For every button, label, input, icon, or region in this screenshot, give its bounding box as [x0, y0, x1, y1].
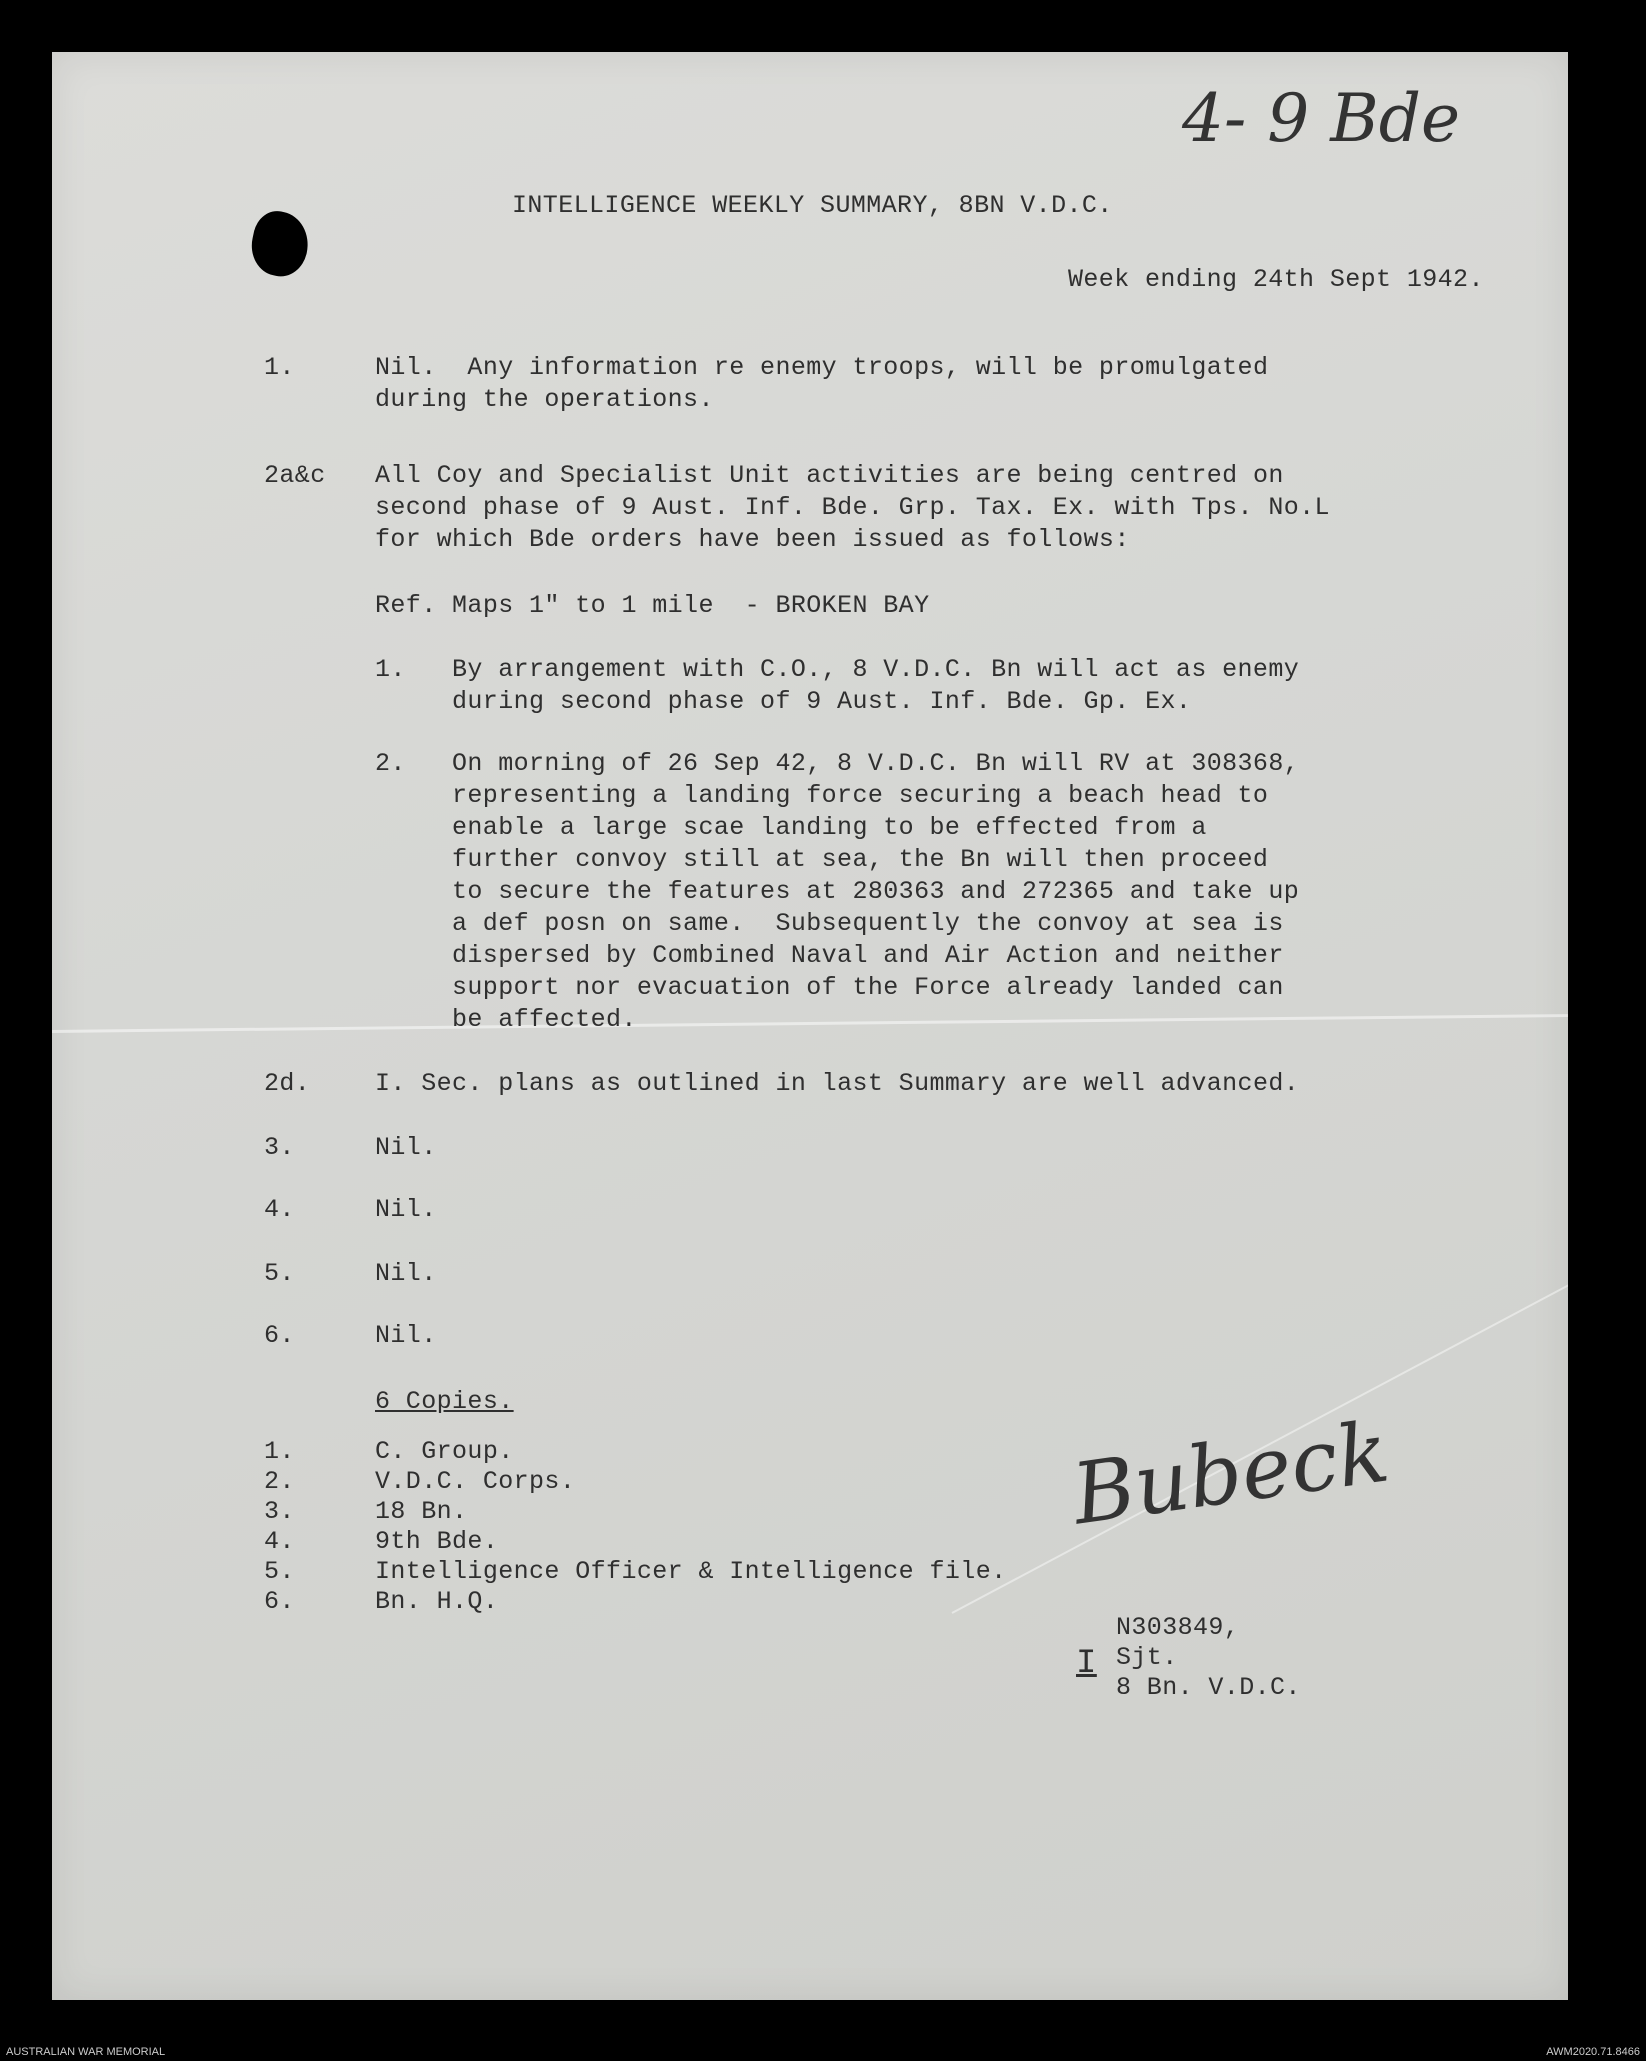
item-text: Nil.: [375, 1195, 437, 1224]
order-line: On morning of 26 Sep 42, 8 V.D.C. Bn will RV at 308368,: [452, 749, 1300, 778]
order-line: enable a large scae landing to be effected from a: [452, 813, 1207, 842]
copy-recipient: V.D.C. Corps.: [375, 1467, 576, 1496]
copy-recipient: Bn. H.Q.: [375, 1587, 499, 1616]
item-number: 6.: [264, 1321, 295, 1350]
copy-number: 1.: [264, 1437, 295, 1466]
sig-service-number: N303849,: [1116, 1613, 1240, 1642]
copy-number: 6.: [264, 1587, 295, 1616]
copy-recipient: 9th Bde.: [375, 1527, 499, 1556]
item-text: Nil.: [375, 1259, 437, 1288]
order-line: representing a landing force securing a beach head to: [452, 781, 1269, 810]
order-line: a def posn on same. Subsequently the convoy at sea is: [452, 909, 1284, 938]
order-line: during second phase of 9 Aust. Inf. Bde. Gp. Ex.: [452, 687, 1192, 716]
item-line: second phase of 9 Aust. Inf. Bde. Grp. Tax. Ex. with Tps. No.L: [375, 493, 1330, 522]
item-text: Nil.: [375, 1133, 437, 1162]
item-number: 5.: [264, 1259, 295, 1288]
archive-credit: AUSTRALIAN WAR MEMORIAL: [6, 2046, 166, 2058]
order-line: further convoy still at sea, the Bn will then proceed: [452, 845, 1269, 874]
copy-number: 3.: [264, 1497, 295, 1526]
copy-recipient: 18 Bn.: [375, 1497, 468, 1526]
item-number: 2a&c: [264, 461, 326, 490]
item-line: All Coy and Specialist Unit activities are being centred on: [375, 461, 1284, 490]
copy-recipient: C. Group.: [375, 1437, 514, 1466]
archive-id: AWM2020.71.8466: [1546, 2046, 1640, 2058]
signature: Bubeck: [1066, 1402, 1395, 1544]
copies-heading: 6 Copies.: [375, 1387, 514, 1416]
item-line: for which Bde orders have been issued as follows:: [375, 525, 1130, 554]
paper-crease: [52, 1014, 1568, 1033]
item-text: Nil.: [375, 1321, 437, 1350]
item-number: 3.: [264, 1133, 295, 1162]
order-number: 1.: [375, 655, 406, 684]
order-number: 2.: [375, 749, 406, 778]
item-line: during the operations.: [375, 385, 714, 414]
sig-rank: Sjt.: [1116, 1643, 1178, 1672]
copy-recipient: Intelligence Officer & Intelligence file.: [375, 1557, 1007, 1586]
date-line: Week ending 24th Sept 1942.: [1068, 265, 1484, 294]
sig-prefix: I: [1076, 1645, 1097, 1683]
order-line: dispersed by Combined Naval and Air Action and neither: [452, 941, 1284, 970]
document-title: INTELLIGENCE WEEKLY SUMMARY, 8BN V.D.C.: [512, 191, 1113, 220]
order-line: support nor evacuation of the Force already landed can: [452, 973, 1284, 1002]
copy-number: 5.: [264, 1557, 295, 1586]
order-line: By arrangement with C.O., 8 V.D.C. Bn will act as enemy: [452, 655, 1300, 684]
copy-number: 4.: [264, 1527, 295, 1556]
item-line: Nil. Any information re enemy troops, will be promulgated: [375, 353, 1269, 382]
item-number: 1.: [264, 353, 295, 382]
item-text: I. Sec. plans as outlined in last Summary are well advanced.: [375, 1069, 1300, 1098]
ref-maps: Ref. Maps 1" to 1 mile - BROKEN BAY: [375, 591, 930, 620]
handwritten-reference: 4- 9 Bde: [1182, 80, 1461, 157]
paper-crease: [952, 1190, 1568, 1614]
order-line: be affected.: [452, 1005, 637, 1034]
sig-unit: 8 Bn. V.D.C.: [1116, 1673, 1301, 1702]
torn-hole: [246, 207, 314, 281]
order-line: to secure the features at 280363 and 272365 and take up: [452, 877, 1300, 906]
item-number: 4.: [264, 1195, 295, 1224]
item-number: 2d.: [264, 1069, 311, 1098]
document-page: [52, 52, 1568, 2000]
copy-number: 2.: [264, 1467, 295, 1496]
